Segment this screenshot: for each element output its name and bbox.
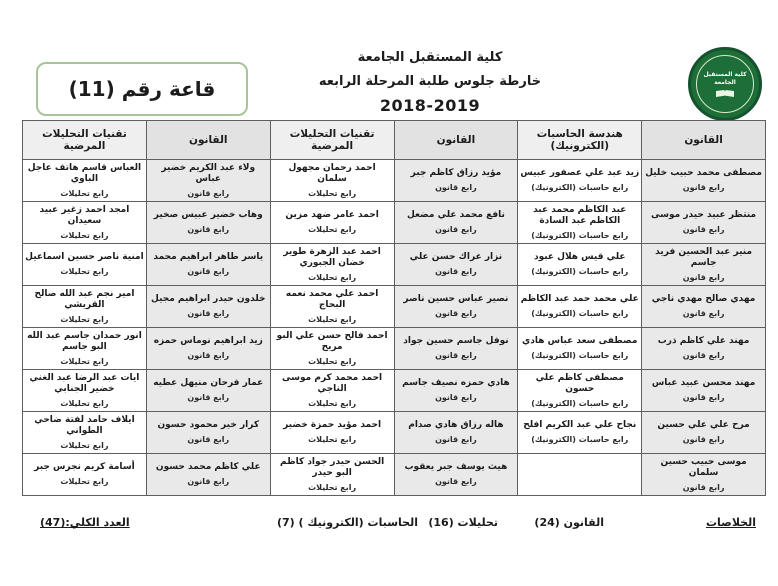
- student-name: عمار فرحان منيهل عطيه: [153, 378, 264, 388]
- table-row: [23, 244, 766, 286]
- student-dept: رابع حاسبات (الكترونيك): [531, 351, 629, 360]
- student-name: علي محمد حمد عبد الكاظم: [520, 294, 639, 304]
- student-dept: رابع قانون: [435, 393, 477, 402]
- student-dept: رابع قانون: [682, 183, 725, 192]
- seat-cell: [642, 160, 766, 202]
- seal-text-line2: الجامعة: [714, 79, 736, 86]
- student-name: مهدي صالح مهدي ناجي: [651, 294, 756, 304]
- seat-cell: [394, 202, 518, 244]
- student-dept: رابع قانون: [435, 351, 477, 360]
- student-name: العباس قاسم هاتف عاجل الباوي: [27, 162, 142, 184]
- table-row: [23, 202, 766, 244]
- summary-analysis-count: تحليلات (16): [428, 516, 498, 529]
- seat-cell: [394, 454, 518, 496]
- student-dept: رابع تحليلات: [308, 482, 357, 492]
- student-name: احمد مؤيد حمزة خضير: [283, 420, 382, 430]
- student-dept: رابع تحليلات: [308, 356, 357, 366]
- seat-cell: [270, 412, 394, 454]
- student-dept: رابع تحليلات: [308, 188, 357, 198]
- student-name: هاله رزاق هادي صدام: [408, 420, 504, 430]
- student-name: احمد فالح حسن علي البو مريح: [276, 330, 388, 352]
- room-number-label: قاعة رقم (11): [68, 77, 216, 101]
- seat-cell: [394, 328, 518, 370]
- student-name: هادي حمزه نصيف جاسم: [402, 378, 510, 388]
- seat-cell: [23, 160, 147, 202]
- student-dept: رابع قانون: [435, 183, 477, 192]
- seat-cell: [642, 202, 766, 244]
- column-header: القانون: [642, 121, 766, 160]
- seat-cell: [23, 286, 147, 328]
- student-dept: رابع قانون: [187, 393, 230, 402]
- student-name: انور حمدان جاسم عبد الله البو جاسم: [27, 330, 142, 352]
- student-dept: رابع قانون: [682, 309, 725, 318]
- seat-cell: [270, 454, 394, 496]
- student-name: نوفل جاسم حسين جواد: [403, 336, 509, 346]
- student-name: مهند علي كاظم ذرب: [657, 336, 750, 346]
- student-dept: رابع حاسبات (الكترونيك): [531, 309, 629, 318]
- seat-cell: [23, 370, 147, 412]
- table-row: [23, 286, 766, 328]
- student-name: مرح علي علي حسين: [657, 420, 750, 430]
- table-row: [23, 160, 766, 202]
- student-dept: رابع تحليلات: [60, 188, 109, 198]
- seat-cell: [270, 328, 394, 370]
- table-row: [23, 454, 766, 496]
- student-dept: رابع تحليلات: [60, 356, 109, 366]
- seat-cell: [518, 412, 642, 454]
- summary-law-count: القانون (24): [534, 516, 604, 529]
- seat-cell: [518, 160, 642, 202]
- student-name: ايات عبد الرضا عبد الغني خضير الجنابي: [29, 372, 140, 394]
- student-name: خلدون حيدر ابراهيم مجيل: [151, 294, 266, 304]
- student-dept: رابع حاسبات (الكترونيك): [531, 435, 629, 444]
- student-dept: رابع قانون: [187, 435, 230, 444]
- student-name: احمد علي محمد نعمه البحاج: [285, 288, 379, 310]
- university-seal-icon: [688, 47, 762, 121]
- seat-cell: [518, 370, 642, 412]
- column-header: تقنيات التحليلات المرضية: [270, 121, 394, 160]
- column-header: هندسة الحاسبات (الكترونيك): [518, 121, 642, 160]
- seat-cell: [518, 454, 642, 496]
- student-name: احمد رحمان مجهول سلمان: [288, 162, 376, 184]
- table-header-row: [23, 121, 766, 160]
- student-dept: رابع قانون: [435, 477, 477, 486]
- summary-label: الخلاصات: [706, 516, 756, 529]
- student-name: نزار عراك حسن علي: [409, 252, 503, 262]
- student-dept: رابع حاسبات (الكترونيك): [531, 230, 629, 240]
- student-dept: رابع قانون: [187, 188, 230, 198]
- room-number-box: [36, 62, 248, 116]
- seat-cell: [394, 412, 518, 454]
- seat-cell: [270, 160, 394, 202]
- student-name: امير نجم عبد الله صالح القريشي: [34, 288, 135, 310]
- seat-cell: [23, 328, 147, 370]
- seat-cell: [642, 328, 766, 370]
- open-book-icon: [716, 90, 734, 97]
- seat-cell: [642, 454, 766, 496]
- seat-cell: [394, 244, 518, 286]
- student-dept: رابع تحليلات: [308, 225, 357, 234]
- seat-cell: [146, 202, 270, 244]
- student-name: زيد عبد علي عصفور عبيس: [520, 168, 640, 178]
- student-dept: رابع تحليلات: [60, 314, 109, 324]
- student-dept: رابع تحليلات: [60, 440, 109, 450]
- seat-cell: [642, 370, 766, 412]
- student-name: نجاح علي عبد الكريم افلح: [523, 420, 637, 430]
- student-dept: رابع قانون: [435, 309, 477, 318]
- student-name: ايلاف حامد لفتة ضاحي الطواني: [34, 414, 135, 436]
- student-name: امجد احمد زغير عبيد سعيدان: [39, 204, 130, 226]
- summary-computers-count: الحاسبات (الكترونيك ) (7): [276, 516, 418, 529]
- summary-bar: [22, 516, 766, 538]
- academic-year: 2018-2019: [379, 96, 481, 115]
- student-dept: رابع تحليلات: [60, 398, 109, 408]
- seat-cell: [394, 160, 518, 202]
- student-name: علي قيس هلال عبود: [533, 252, 626, 262]
- student-dept: رابع قانون: [187, 309, 230, 318]
- student-name: مهند محسن عبيد عباس: [651, 378, 756, 388]
- student-name: موسى حبيب حسين سلمان: [660, 456, 747, 478]
- college-name: كلية المستقبل الجامعة: [357, 50, 503, 65]
- student-name: منير عبد الحسين فريد جاسم: [655, 246, 753, 268]
- student-dept: رابع قانون: [187, 225, 230, 234]
- student-dept: رابع تحليلات: [60, 477, 109, 486]
- seat-cell: [518, 202, 642, 244]
- seat-cell: [270, 244, 394, 286]
- page-title: خارطة جلوس طلبة المرحلة الرابعه: [318, 74, 542, 89]
- document-header: [250, 50, 610, 115]
- student-name: امنية ناصر حسين اسماعيل: [25, 252, 144, 262]
- student-dept: رابع حاسبات (الكترونيك): [531, 398, 629, 408]
- seat-cell: [642, 244, 766, 286]
- student-dept: رابع قانون: [187, 351, 230, 360]
- seat-cell: [146, 244, 270, 286]
- student-name: احمد عامر ضهد مزين: [285, 210, 379, 220]
- seat-cell: [146, 286, 270, 328]
- seat-cell: [23, 412, 147, 454]
- student-dept: رابع قانون: [682, 225, 725, 234]
- table-row: [23, 412, 766, 454]
- student-name: أسامة كريم نجرس جبر: [34, 462, 135, 472]
- seat-cell: [146, 370, 270, 412]
- seat-cell: [394, 286, 518, 328]
- seat-cell: [518, 244, 642, 286]
- student-dept: رابع قانون: [682, 482, 725, 492]
- student-dept: رابع تحليلات: [308, 314, 357, 324]
- summary-total-count: العدد الكلي:(47): [40, 516, 130, 529]
- student-dept: رابع حاسبات (الكترونيك): [531, 183, 629, 192]
- student-dept: رابع تحليلات: [308, 272, 357, 282]
- student-name: ولاء عبد الكريم خضير عباس: [161, 162, 256, 184]
- seat-cell: [146, 412, 270, 454]
- seat-cell: [146, 454, 270, 496]
- student-name: احمد عبد الزهرة طوير خضان الجبوري: [283, 246, 381, 268]
- column-header: القانون: [394, 121, 518, 160]
- student-name: مصطفى كاظم علي حسون: [535, 372, 624, 394]
- seat-cell: [146, 328, 270, 370]
- student-name: علي كاظم محمد حسون: [155, 462, 261, 472]
- student-name: مؤيد رزاق كاظم جبر: [410, 168, 502, 178]
- seating-table: [22, 120, 766, 496]
- student-name: عبد الكاظم محمد عبد الكاظم عبد السادة: [533, 204, 627, 226]
- student-dept: رابع قانون: [682, 351, 725, 360]
- student-dept: رابع قانون: [187, 477, 230, 486]
- student-dept: رابع تحليلات: [308, 398, 357, 408]
- seat-cell: [270, 286, 394, 328]
- table-row: [23, 328, 766, 370]
- student-name: نصير عباس حسين ناصر: [403, 294, 509, 304]
- student-name: الحسن حيدر جواد كاظم البو حيدر: [280, 456, 385, 478]
- seat-cell: [270, 202, 394, 244]
- seat-cell: [642, 286, 766, 328]
- student-name: احمد محمد كرم موسى الناجي: [282, 372, 383, 394]
- student-dept: رابع قانون: [187, 267, 230, 276]
- student-name: نافع محمد علي مضعل: [406, 210, 505, 220]
- student-name: هيث يوسف جبر يعقوب: [404, 462, 508, 472]
- student-dept: رابع قانون: [435, 225, 477, 234]
- student-name: وهاب خضير عبيس صخير: [153, 210, 263, 220]
- student-dept: رابع قانون: [682, 435, 725, 444]
- seat-cell: [270, 370, 394, 412]
- student-dept: رابع حاسبات (الكترونيك): [531, 267, 629, 276]
- seat-cell: [146, 160, 270, 202]
- student-dept: رابع قانون: [682, 393, 725, 402]
- student-dept: رابع تحليلات: [60, 267, 109, 276]
- column-header: تقنيات التحليلات المرضية: [23, 121, 147, 160]
- student-dept: رابع قانون: [435, 435, 477, 444]
- seal-inner-ring: [696, 55, 754, 113]
- seat-cell: [518, 286, 642, 328]
- seat-cell: [23, 454, 147, 496]
- student-name: ياسر طاهر ابراهيم محمد: [153, 252, 264, 262]
- student-name: منتظر عبيد حيدر موسى: [651, 210, 757, 220]
- seat-cell: [394, 370, 518, 412]
- student-name: مصطفى محمد حبيب خليل: [645, 168, 762, 178]
- seat-cell: [518, 328, 642, 370]
- seat-cell: [23, 244, 147, 286]
- student-dept: رابع تحليلات: [60, 230, 109, 240]
- seat-cell: [23, 202, 147, 244]
- student-name: مصطفى سعد عباس هادي: [522, 336, 638, 346]
- student-dept: رابع قانون: [682, 272, 725, 282]
- column-header: القانون: [146, 121, 270, 160]
- student-name: زيد ابراهيم نوماس حمزه: [153, 336, 263, 346]
- student-dept: رابع قانون: [435, 267, 477, 276]
- student-dept: رابع تحليلات: [308, 435, 357, 444]
- seat-cell: [642, 412, 766, 454]
- seal-text-line1: كلية المستقبل: [703, 71, 747, 78]
- table-row: [23, 370, 766, 412]
- student-name: كرار خير محمود حسون: [157, 420, 260, 430]
